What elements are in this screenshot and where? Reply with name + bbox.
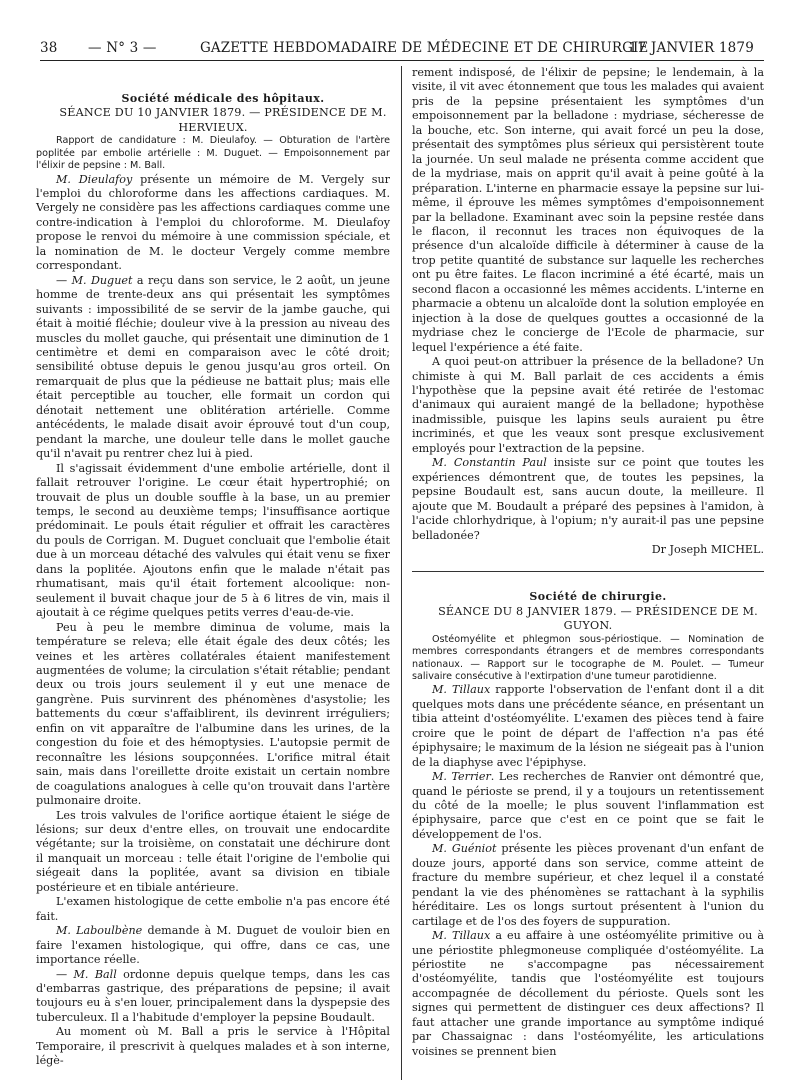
seance-line-hopitaux: SÉANCE DU 10 JANVIER 1879. — PRÉSIDENCE DE M. HERVIEUX. <box>59 106 387 134</box>
paragraph: M. Terrier. Les recherches de Ranvier ont démontré que, quand le périoste se prend, il y a toujours un retentissement du côté de la moelle; le plus souvent l'inflammation est épiphysaire, parce que c'est en ce point que se fait le développement de l'os. <box>412 770 764 841</box>
speaker-name: M. Tillaux <box>432 929 491 943</box>
section-title-hopitaux: Société médicale des hôpitaux. <box>121 92 325 105</box>
paragraph: M. Tillaux a eu affaire à une ostéomyélite primitive ou à une périostite phlegmoneuse compliquée d'ostéomyélite. La périostite ne s'accompagne pas nécessairement d'ostéomyélite, tandis que l'ostéomyélite est toujours accompagnée de décollement du périoste. Quels sont les signes qui permettent de distinguer ces deux affections? Il faut attacher une grande importance au symptôme indiqué par Chassaignac : dans l'ostéomyélite, les articulations voisines se prennent bien <box>412 929 764 1058</box>
page-number: 38 <box>40 40 58 56</box>
paragraph: — M. Ball ordonne depuis quelque temps, dans les cas d'embarras gastrique, des préparations de pepsine; il avait toujours eu à s'en louer, principalement dans la dyspepsie des tuberculeux. Il a l'habitude d'employer la pepsine Boudault. <box>36 967 390 1024</box>
paragraph: Les trois valvules de l'orifice aortique étaient le siége de lésions; sur deux d'entre elles, on trouvait une endocardite végétante; sur la troisième, on constatait une déchirure dont il manquait un morceau : telle était l'origine de l'embolie qui siégeait dans la poplitée, avant sa division en tibiale postérieure et en tibiale antérieure. <box>36 808 390 894</box>
session-summary-hopitaux: Rapport de candidature : M. Dieulafoy. — Obturation de l'artère poplitée par embolie artérielle : M. Duguet. — Empoisonnement par l'élixir de pepsine : M. Ball. <box>36 135 390 172</box>
paragraph: Peu à peu le membre diminua de volume, mais la température se releva; elle était égale des deux côtés; les veines et les artères collatérales étaient manifestement augmentées de volume; la circulation s'était rétablie; pendant deux ou trois jours seulement il y eut une menace de gangrène. Puis survinrent des phénomènes d'asystolie; les battements du cœur s'affaiblirent, ils devinrent irréguliers; enfin on vit apparaître de l'albumine dans les urines, de la congestion du foie et des hémoptysies. L'autopsie permit de reconnaître les lésions soupçonnées. L'orifice mitral était sain, mais dans l'oreillette droite existait un certain nombre de coagulations analogues à celle qu'on trouvait dans l'artère pulmonaire droite. <box>36 620 390 808</box>
speaker-name: M. Tillaux <box>432 683 491 697</box>
paragraph: M. Tillaux rapporte l'observation de l'enfant dont il a dit quelques mots dans une précédente séance, en présentant un tibia atteint d'ostéomyélite. L'examen des pièces tend à faire croire que le point de départ de l'affection n'a pas été épiphysaire; le maximum de la lésion ne siégeait pas à l'union de la diaphyse avec l'épiphyse. <box>412 683 764 769</box>
speaker-name: — M. Duguet <box>56 273 133 287</box>
session-summary-chirurgie: Ostéomyélite et phlegmon sous-périostique. — Nomination de membres correspondants étrangers et de membres correspondants nationaux. — Rapport sur le tocographe de M. Poulet. — Tumeur salivaire consécutive à l'extirpation d'une tumeur parotidienne. <box>412 633 764 682</box>
issue-number: — N° 3 — <box>88 40 157 56</box>
section-title-chirurgie: Société de chirurgie. <box>529 590 667 604</box>
speaker-name: M. Terrier <box>432 770 491 784</box>
paragraph: M. Dieulafoy présente un mémoire de M. Vergely sur l'emploi du chloroforme dans les affections cardiaques. M. Vergely ne considère pas les affections cardiaques comme une contre-indication à l'emploi du chloroforme. M. Dieulafoy propose le renvoi du mémoire à une commission spéciale, et la nomination de M. le docteur Vergely comme membre correspondant. <box>36 172 390 273</box>
paragraph: A quoi peut-on attribuer la présence de la belladone? Un chimiste à qui M. Ball parlait de ces accidents a émis l'hypothèse que la pepsine avait été retirée de l'estomac d'animaux qui auraient mangé de la belladone; hypothèse inadmissible, puisque les lapins seuls auraient pu être incriminés, et que les veaux sont presque exclusivement employés pour l'extraction de la pepsine. <box>412 355 764 455</box>
column-divider <box>401 66 402 1080</box>
signature: Dr Joseph MICHEL. <box>651 542 764 556</box>
left-column <box>36 76 390 1069</box>
speaker-name: M. Dieulafoy <box>56 172 133 186</box>
paragraph: — M. Duguet a reçu dans son service, le 2 août, un jeune homme de trente-deux ans qui présentait les symptômes suivants : impossibilité de se servir de la jambe gauche, qui était à moitié fléchie; douleur vive à la pression au niveau des muscles du mollet gauche, qui présentait une diminution de 1 centimètre et demi en comparaison avec le côté droit; sensibilité obtuse depuis le genou jusqu'au gros orteil. On remarquait de plus que la pédieuse ne battait plus; mais elle était perceptible au toucher, elle formait un cordon qui dénotait nettement une oblitération artérielle. Comme antécédents, le malade disait avoir éprouvé tout d'un coup, pendant la marche, une douleur telle dans le mollet gauche qu'il n'avait pu rentrer chez lui à pied. <box>36 273 390 461</box>
paragraph: L'examen histologique de cette embolie n'a pas encore été fait. <box>36 895 390 923</box>
paragraph: Au moment où M. Ball a pris le service à l'Hôpital Temporaire, il prescrivit à quelques malades et à son interne, légè- <box>36 1025 390 1068</box>
section-divider <box>412 571 764 572</box>
speaker-name: M. Laboulbène <box>56 924 143 938</box>
paragraph: rement indisposé, de l'élixir de pepsine; le lendemain, à la visite, il vit avec étonnement que tous les malades qui avaient pris de la pepsine présentaient les symptômes d'un empoisonnement par la belladone : mydriase, sécheresse de la bouche, etc. Son interne, qui avait forcé un peu la dose, présentait des symptômes plus sérieux qui persistèrent toute la journée. Un seul malade ne présenta comme accident que de la mydriase, mais on apprit qu'il avait à peine goûté à la préparation. L'interne en pharmacie essaye la pepsine sur lui-même, il éprouve les mêmes symptômes d'empoisonnement par la belladone. Examinant avec soin la pepsine restée dans le flacon, il reconnut les traces non équivoques de la présence d'un alcaloïde difficile à déterminer à cause de la trop petite quantité de substance sur laquelle les recherches ont pu être faites. Le flacon incriminé a été écarté, mais un second flacon a occasionné les mêmes accidents. L'interne en pharmacie a obtenu un alcaloïde dont la solution employée en injection à la dose de quelques gouttes a occasionné de la mydriase chez le concierge de l'Ecole de pharmacie, sur lequel l'expérience a été faite. <box>412 66 764 354</box>
right-column <box>412 66 764 1059</box>
paragraph: Il s'agissait évidemment d'une embolie artérielle, dont il fallait retrouver l'origine. Le cœur était hypertrophié; on trouvait de plus un double souffle à la base, un au premier temps, le second au deuxième temps; l'insuffisance aortique prédominait. Le pouls était régulier et offrait les caractères du pouls de Corrigan. M. Duguet concluait que l'embolie était due à un morceau détaché des valvules qui était venu se fixer dans la poplitée. Ajoutons enfin que le malade n'était pas rhumatisant, mais qu'il était fortement alcoolique: non-seulement il buvait chaque jour de 5 à 6 litres de vin, mais il ajoutait à ce régime quelques petits verres d'eau-de-vie. <box>36 461 390 620</box>
page-header <box>40 38 764 61</box>
speaker-name: — M. Ball <box>56 967 117 981</box>
issue-date: 17 JANVIER 1879 <box>628 40 754 56</box>
paragraph: M. Guéniot présente les pièces provenant d'un enfant de douze jours, apporté dans son service, comme atteint de fracture du membre supérieur, et chez lequel il a constaté pendant la vie des phénomènes se rattachant à la syphilis héréditaire. Les os longs surtout présentent à l'union du cartilage et de l'os des foyers de suppuration. <box>412 842 764 928</box>
paragraph: M. Constantin Paul insiste sur ce point que toutes les expériences démontrent que, de toutes les pepsines, la pepsine Boudault est, sans aucun doute, la meilleure. Il ajoute que M. Boudault a préparé des pepsines à l'amidon, à l'acide chlorhydrique, à l'opium; n'y aurait-il pas une pepsine belladonée? <box>412 456 764 542</box>
speaker-name: M. Constantin Paul <box>432 456 547 470</box>
seance-line-chirurgie: SÉANCE DU 8 JANVIER 1879. — PRÉSIDENCE DE M. GUYON. <box>438 604 758 633</box>
paragraph: M. Laboulbène demande à M. Duguet de vouloir bien en faire l'examen histologique, qui offre, dans ce cas, une importance réelle. <box>36 924 390 967</box>
journal-title: GAZETTE HEBDOMADAIRE DE MÉDECINE ET DE CHIRURGIE <box>200 40 649 56</box>
speaker-name: M. Guéniot <box>432 842 497 856</box>
